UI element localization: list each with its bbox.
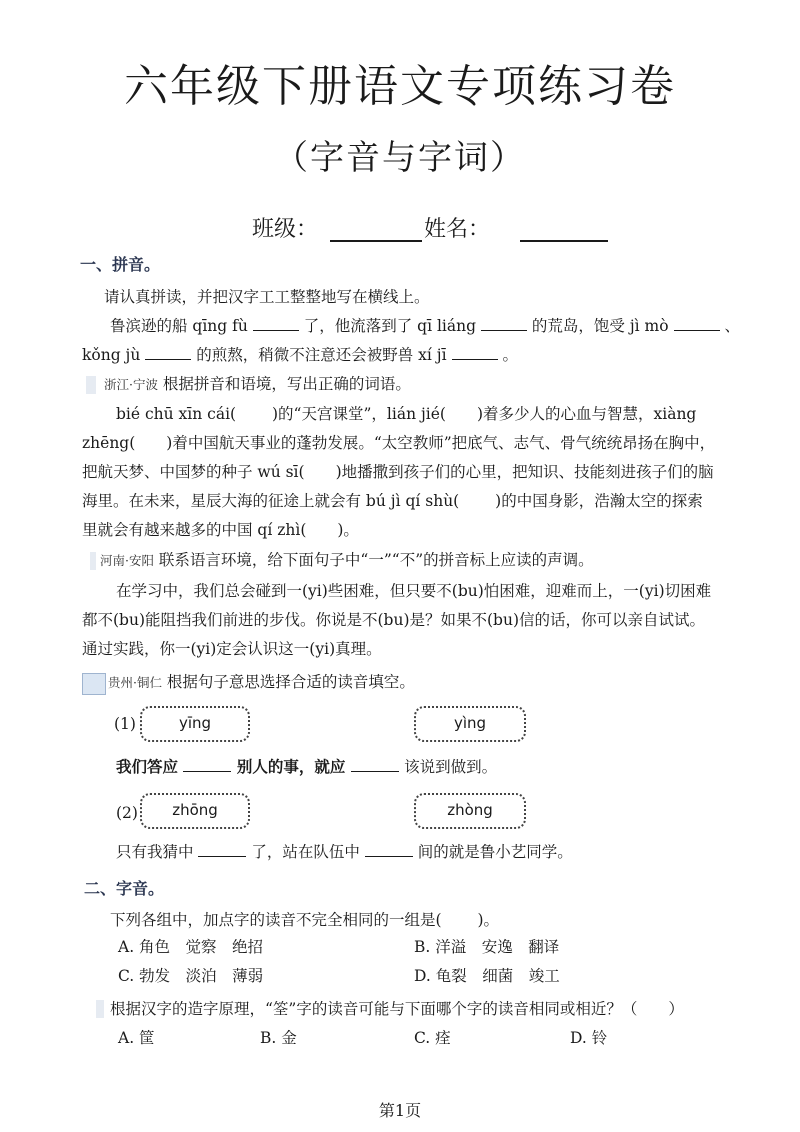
q2-line: zhēng( )着中国航天事业的蓬勃发展。“太空教师”把底气、志气、骨气统统昂扬在胸中，: [82, 434, 716, 452]
s2-q2-stem: 根据汉字的造字原理，“筌”字的读音可能与下面哪个字的读音相同或相近？（ ）: [110, 1000, 684, 1018]
answer-blank[interactable]: [198, 842, 246, 857]
question-marker: [90, 552, 96, 570]
q3-source: 河南·安阳: [100, 553, 154, 568]
sentence-text: 该说到做到。: [404, 758, 498, 776]
q3-instruction-line: [100, 546, 594, 575]
q1-text: 了，他流落到了 qī liáng: [303, 317, 477, 335]
s2-q1-option-b[interactable]: B. 洋溢 安逸 翻译: [414, 938, 560, 956]
q1-text: 、: [724, 317, 740, 335]
pinyin-option: zhōng: [172, 801, 218, 819]
q1-text: 的煎熬，稍微不注意还会被野兽 xí jī: [196, 346, 447, 364]
sentence-text: 了，站在队伍中: [251, 843, 360, 861]
page-number: 第1页: [378, 1101, 422, 1120]
question-marker: [86, 376, 96, 394]
pinyin-option-box: [414, 793, 526, 829]
question-marker: [96, 1000, 104, 1018]
pinyin-option: yīng: [178, 714, 212, 732]
q2-line: 把航天梦、中国梦的种子 wú sī( )地播撒到孩子们的心里，把知识、技能刻进孩子们的脑: [82, 463, 714, 481]
s2-q1-stem: 下列各组中，加点字的读音不完全相同的一组是( )。: [110, 911, 500, 929]
s2-q2-option-b[interactable]: B. 金: [260, 1029, 297, 1047]
q1-text: 鲁滨逊的船 qīng fù: [110, 317, 248, 335]
q1-text: 的荒岛，饱受 jì mò: [531, 317, 669, 335]
question-number-marker: [82, 673, 106, 695]
s2-q1-option-c[interactable]: C. 勃发 淡泊 薄弱: [118, 967, 264, 985]
q3-instruction: 联系语言环境，给下面句子中“一”“不”的拼音标上应读的声调。: [158, 551, 594, 569]
q3-line: 都不(bu)能阻挡我们前进的步伐。你说是不(bu)是？如果不(bu)信的话，你可以亲自试试。: [82, 611, 705, 629]
s2-q1-option-a[interactable]: A. 角色 觉察 绝招: [118, 938, 264, 956]
s2-q1-option-d[interactable]: D. 龟裂 细菌 竣工: [414, 967, 560, 985]
q1-text: 。: [502, 346, 518, 364]
q2-source: 浙江·宁波: [104, 377, 158, 392]
section2-heading: 二、字音。: [84, 879, 165, 898]
q2-instruction-line: [104, 370, 411, 399]
q4-instruction-line: [108, 668, 415, 697]
answer-blank[interactable]: [183, 757, 231, 772]
sentence-text: 只有我猜中: [116, 843, 194, 861]
class-field[interactable]: [330, 214, 422, 242]
class-label: 班级：: [252, 217, 319, 242]
pinyin-option-box: [414, 706, 526, 742]
answer-blank[interactable]: [253, 316, 299, 331]
q4-item1-number: (1): [114, 715, 136, 733]
s2-q2-option-c[interactable]: C. 痊: [414, 1029, 451, 1047]
q1-instruction: 请认真拼读，并把汉字工工整整地写在横线上。: [104, 288, 430, 306]
q2-line: 海里。在未来，星辰大海的征途上就会有 bú jì qí shù( )的中国身影，浩瀚太空的探索: [82, 492, 703, 510]
q4-instruction: 根据句子意思选择合适的读音填空。: [166, 673, 415, 691]
sentence-text: 别人的事，就应: [236, 757, 346, 776]
sentence-text: 我们答应: [116, 757, 179, 776]
answer-blank[interactable]: [145, 345, 191, 360]
q1-text: kǒng jù: [82, 346, 141, 364]
name-field[interactable]: [520, 214, 608, 242]
s2-q2-option-d[interactable]: D. 铃: [570, 1029, 608, 1047]
q4-item2-number: (2): [116, 804, 138, 822]
pinyin-option-box: [140, 706, 250, 742]
answer-blank[interactable]: [452, 345, 498, 360]
sentence-text: 间的就是鲁小艺同学。: [417, 843, 573, 861]
q3-line: 在学习中，我们总会碰到一(yi)些困难，但只要不(bu)怕困难，迎难而上，一(yi)切困难: [116, 582, 712, 600]
page-title: 六年级下册语文专项练习卷: [124, 61, 676, 112]
q1-line1: [110, 312, 740, 341]
name-label: 姓名：: [424, 217, 491, 242]
section1-heading: 一、拼音。: [80, 255, 161, 274]
pinyin-option: yìng: [453, 714, 487, 732]
q2-line: 里就会有越来越多的中国 qí zhì( )。: [82, 521, 359, 539]
pinyin-option: zhòng: [447, 801, 493, 819]
answer-blank[interactable]: [351, 757, 399, 772]
q4-item2-sentence: [116, 838, 573, 867]
answer-blank[interactable]: [674, 316, 720, 331]
page-subtitle: （字音与字词）: [274, 138, 526, 178]
q4-item1-sentence: [116, 752, 497, 782]
q2-line: bié chū xīn cái( )的“天宫课堂”，lián jié( )着多少人的心血与智慧，xiàng: [116, 405, 697, 423]
q4-source: 贵州·铜仁: [108, 675, 162, 690]
s2-q2-option-a[interactable]: A. 筐: [118, 1029, 155, 1047]
pinyin-option-box: [140, 793, 250, 829]
q2-instruction: 根据拼音和语境，写出正确的词语。: [162, 375, 411, 393]
answer-blank[interactable]: [365, 842, 413, 857]
answer-blank[interactable]: [481, 316, 527, 331]
q3-line: 通过实践，你一(yi)定会认识这一(yi)真理。: [82, 640, 382, 658]
q1-line2: [82, 341, 518, 370]
